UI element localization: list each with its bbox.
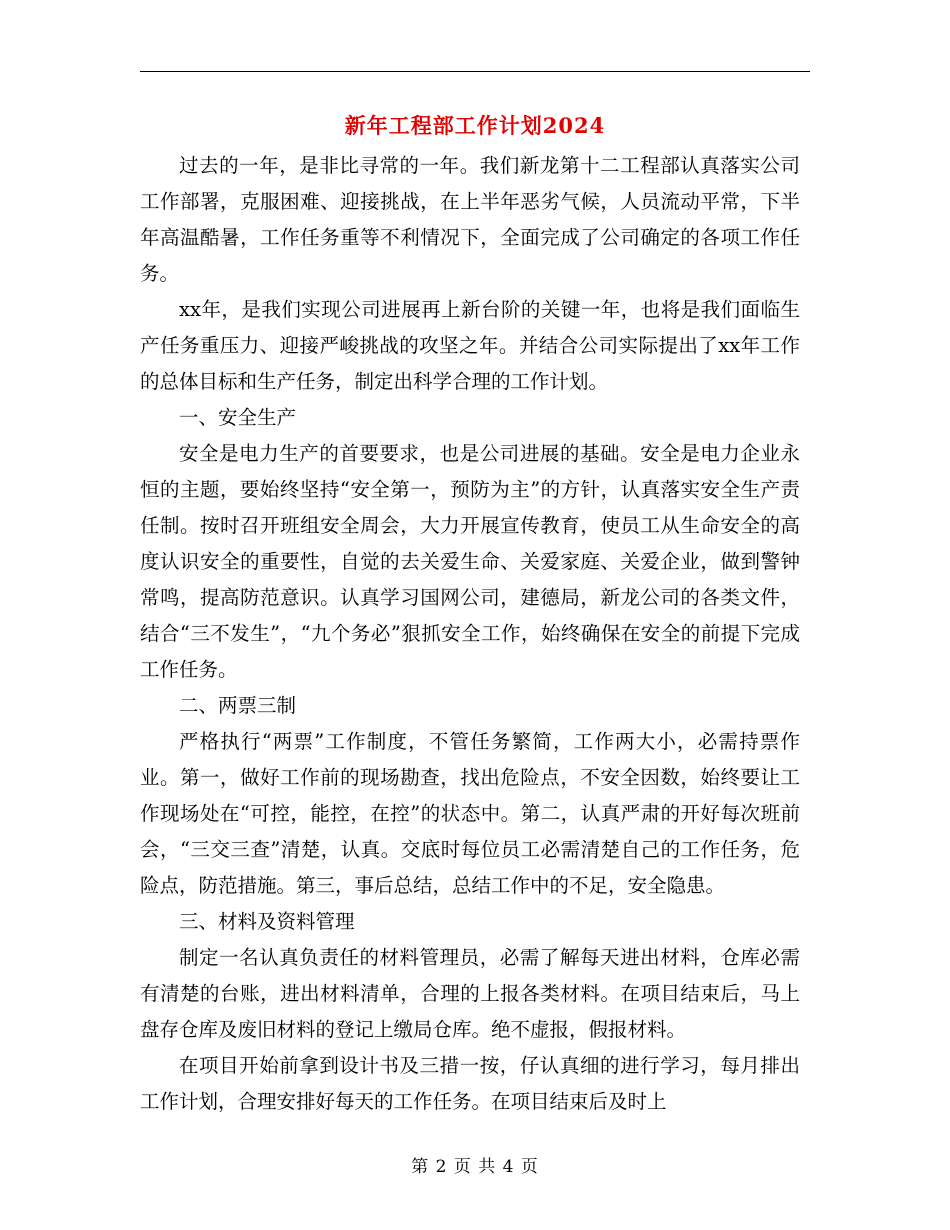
paragraph-materials: 制定一名认真负责任的材料管理员，必需了解每天进出材料，仓库必需有清楚的台账，进出材料清单，合理的上报各类材料。在项目结束后，马上盘存仓库及废旧材料的登记上缴局仓库。绝不虚报，假报材料。 (140, 946, 800, 1041)
document-body (140, 148, 800, 1120)
document-title: 新年工程部工作计划2024 (344, 113, 606, 138)
section-heading-two-tickets: 二、两票三制 (179, 694, 297, 717)
page-number: 第 2 页 共 4 页 (411, 1157, 539, 1177)
section-heading-safety: 一、安全生产 (179, 406, 297, 429)
paragraph-intro: 过去的一年，是非比寻常的一年。我们新龙第十二工程部认真落实公司工作部署，克服困难、迎接挑战，在上半年恶劣气候，人员流动平常，下半年高温酷暑，工作任务重等不利情况下，全面完成了公司确定的各项工作任务。 (140, 154, 800, 285)
header-rule (140, 71, 810, 72)
paragraph-safety: 安全是电力生产的首要要求，也是公司进展的基础。安全是电力企业永恒的主题，要始终坚持“安全第一，预防为主”的方针，认真落实安全生产责任制。按时召开班组安全周会，大力开展宣传教育，使员工从生命安全的高度认识安全的重要性，自觉的去关爱生命、关爱家庭、关爱企业，做到警钟常鸣，提高防范意识。认真学习国网公司，建德局，新龙公司的各类文件，结合“三不发生”，“九个务必”狠抓安全工作，始终确保在安全的前提下完成工作任务。 (140, 442, 800, 681)
paragraph-project-planning: 在项目开始前拿到设计书及三措一按，仔认真细的进行学习，每月排出工作计划，合理安排好每天的工作任务。在项目结束后及时上 (140, 1054, 800, 1113)
section-heading-materials: 三、材料及资料管理 (179, 910, 355, 933)
paragraph-goals: xx年，是我们实现公司进展再上新台阶的关键一年，也将是我们面临生产任务重压力、迎接严峻挑战的攻坚之年。并结合公司实际提出了xx年工作的总体目标和生产任务，制定出科学合理的工作计划。 (140, 298, 800, 393)
paragraph-two-tickets: 严格执行“两票”工作制度，不管任务繁简，工作两大小，必需持票作业。第一，做好工作前的现场勘查，找出危险点，不安全因数，始终要让工作现场处在“可控，能控，在控”的状态中。第二，认真严肃的开好每次班前会，“三交三查”清楚，认真。交底时每位员工必需清楚自己的工作任务，危险点，防范措施。第三，事后总结，总结工作中的不足，安全隐患。 (140, 730, 800, 897)
